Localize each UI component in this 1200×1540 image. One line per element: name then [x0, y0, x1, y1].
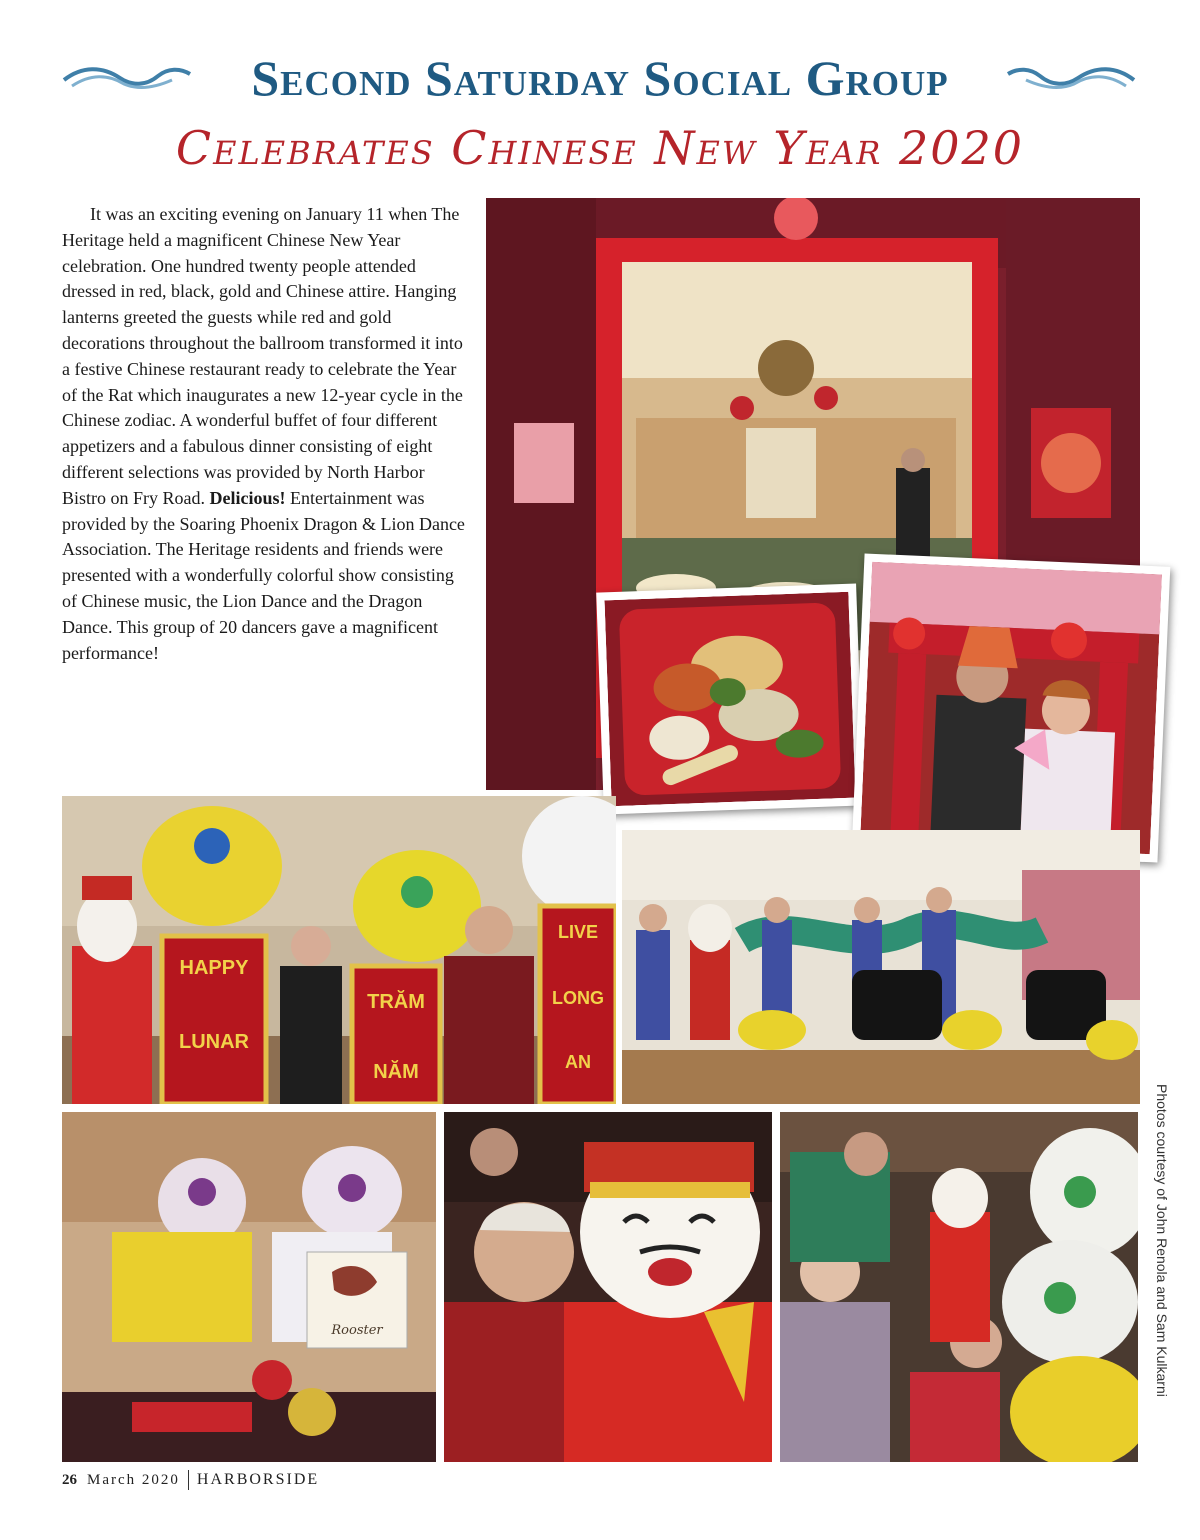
banner-middle-line1: TRĂM	[367, 991, 425, 1013]
page-number: 26	[62, 1471, 77, 1488]
article-bold-text: Delicious!	[209, 487, 286, 508]
banner-right-line3: AN	[565, 1052, 591, 1072]
article-text-part1: It was an exciting evening on January 11 when The Heritage held a magnificent Chinese New Year celebration. One hundred twenty people attended dressed in red, black, gold and Chinese attire. Hanging lanterns greeted the guests while red and gold decorations throughout the ballroom transformed it into a festive Chinese restaurant ready to celebrate the Year of the Rat which inaugurates a new 12-year cycle in the Chinese zodiac. A wonderful buffet of four different appetizers and a fabulous dinner consisting of eight different selections was provided by North Harbor Bistro on Fry Road.	[62, 204, 463, 508]
banner-middle-line2: NĂM	[373, 1061, 419, 1083]
issue-date: March 2020	[87, 1471, 180, 1488]
photo-lion-dance-banners	[62, 796, 616, 1104]
photo-man-with-mascot	[444, 1112, 772, 1462]
banner-right-line1: LIVE	[557, 922, 599, 942]
banner-left-line1: HAPPY	[179, 957, 249, 979]
article-text-part2: Entertainment was provided by the Soaring Phoenix Dragon & Lion Dance Association. The Heritage residents and friends were presented with a wonderfully colorful show consisting of Chinese music, the Lion Dance and the Dragon Dance. This group of 20 dancers gave a magnificent performance!	[62, 487, 465, 663]
wave-ornament-right	[1006, 62, 1136, 92]
photo-credit: Photos courtesy of John Renola and Sam Kulkarni	[1154, 1084, 1170, 1397]
banner-left-line2: LUNAR	[179, 1031, 249, 1053]
photo-stage-drummers	[622, 830, 1140, 1104]
page-subtitle: Celebrates Chinese New Year 2020	[175, 121, 1025, 175]
footer-divider	[188, 1470, 189, 1490]
magazine-name: HARBORSIDE	[196, 1471, 320, 1488]
photo-guests-and-lions	[780, 1112, 1138, 1462]
banner-right-line2: LONG	[552, 988, 604, 1008]
photo-food-plate	[596, 584, 864, 815]
page-footer	[62, 1468, 319, 1492]
place-card-label: Rooster	[331, 1323, 383, 1338]
article-body	[62, 202, 468, 666]
page-title: Second Saturday Social Group	[251, 50, 949, 106]
photo-couple-dragon-mask	[852, 553, 1171, 862]
photo-lions-tables	[62, 1112, 436, 1462]
